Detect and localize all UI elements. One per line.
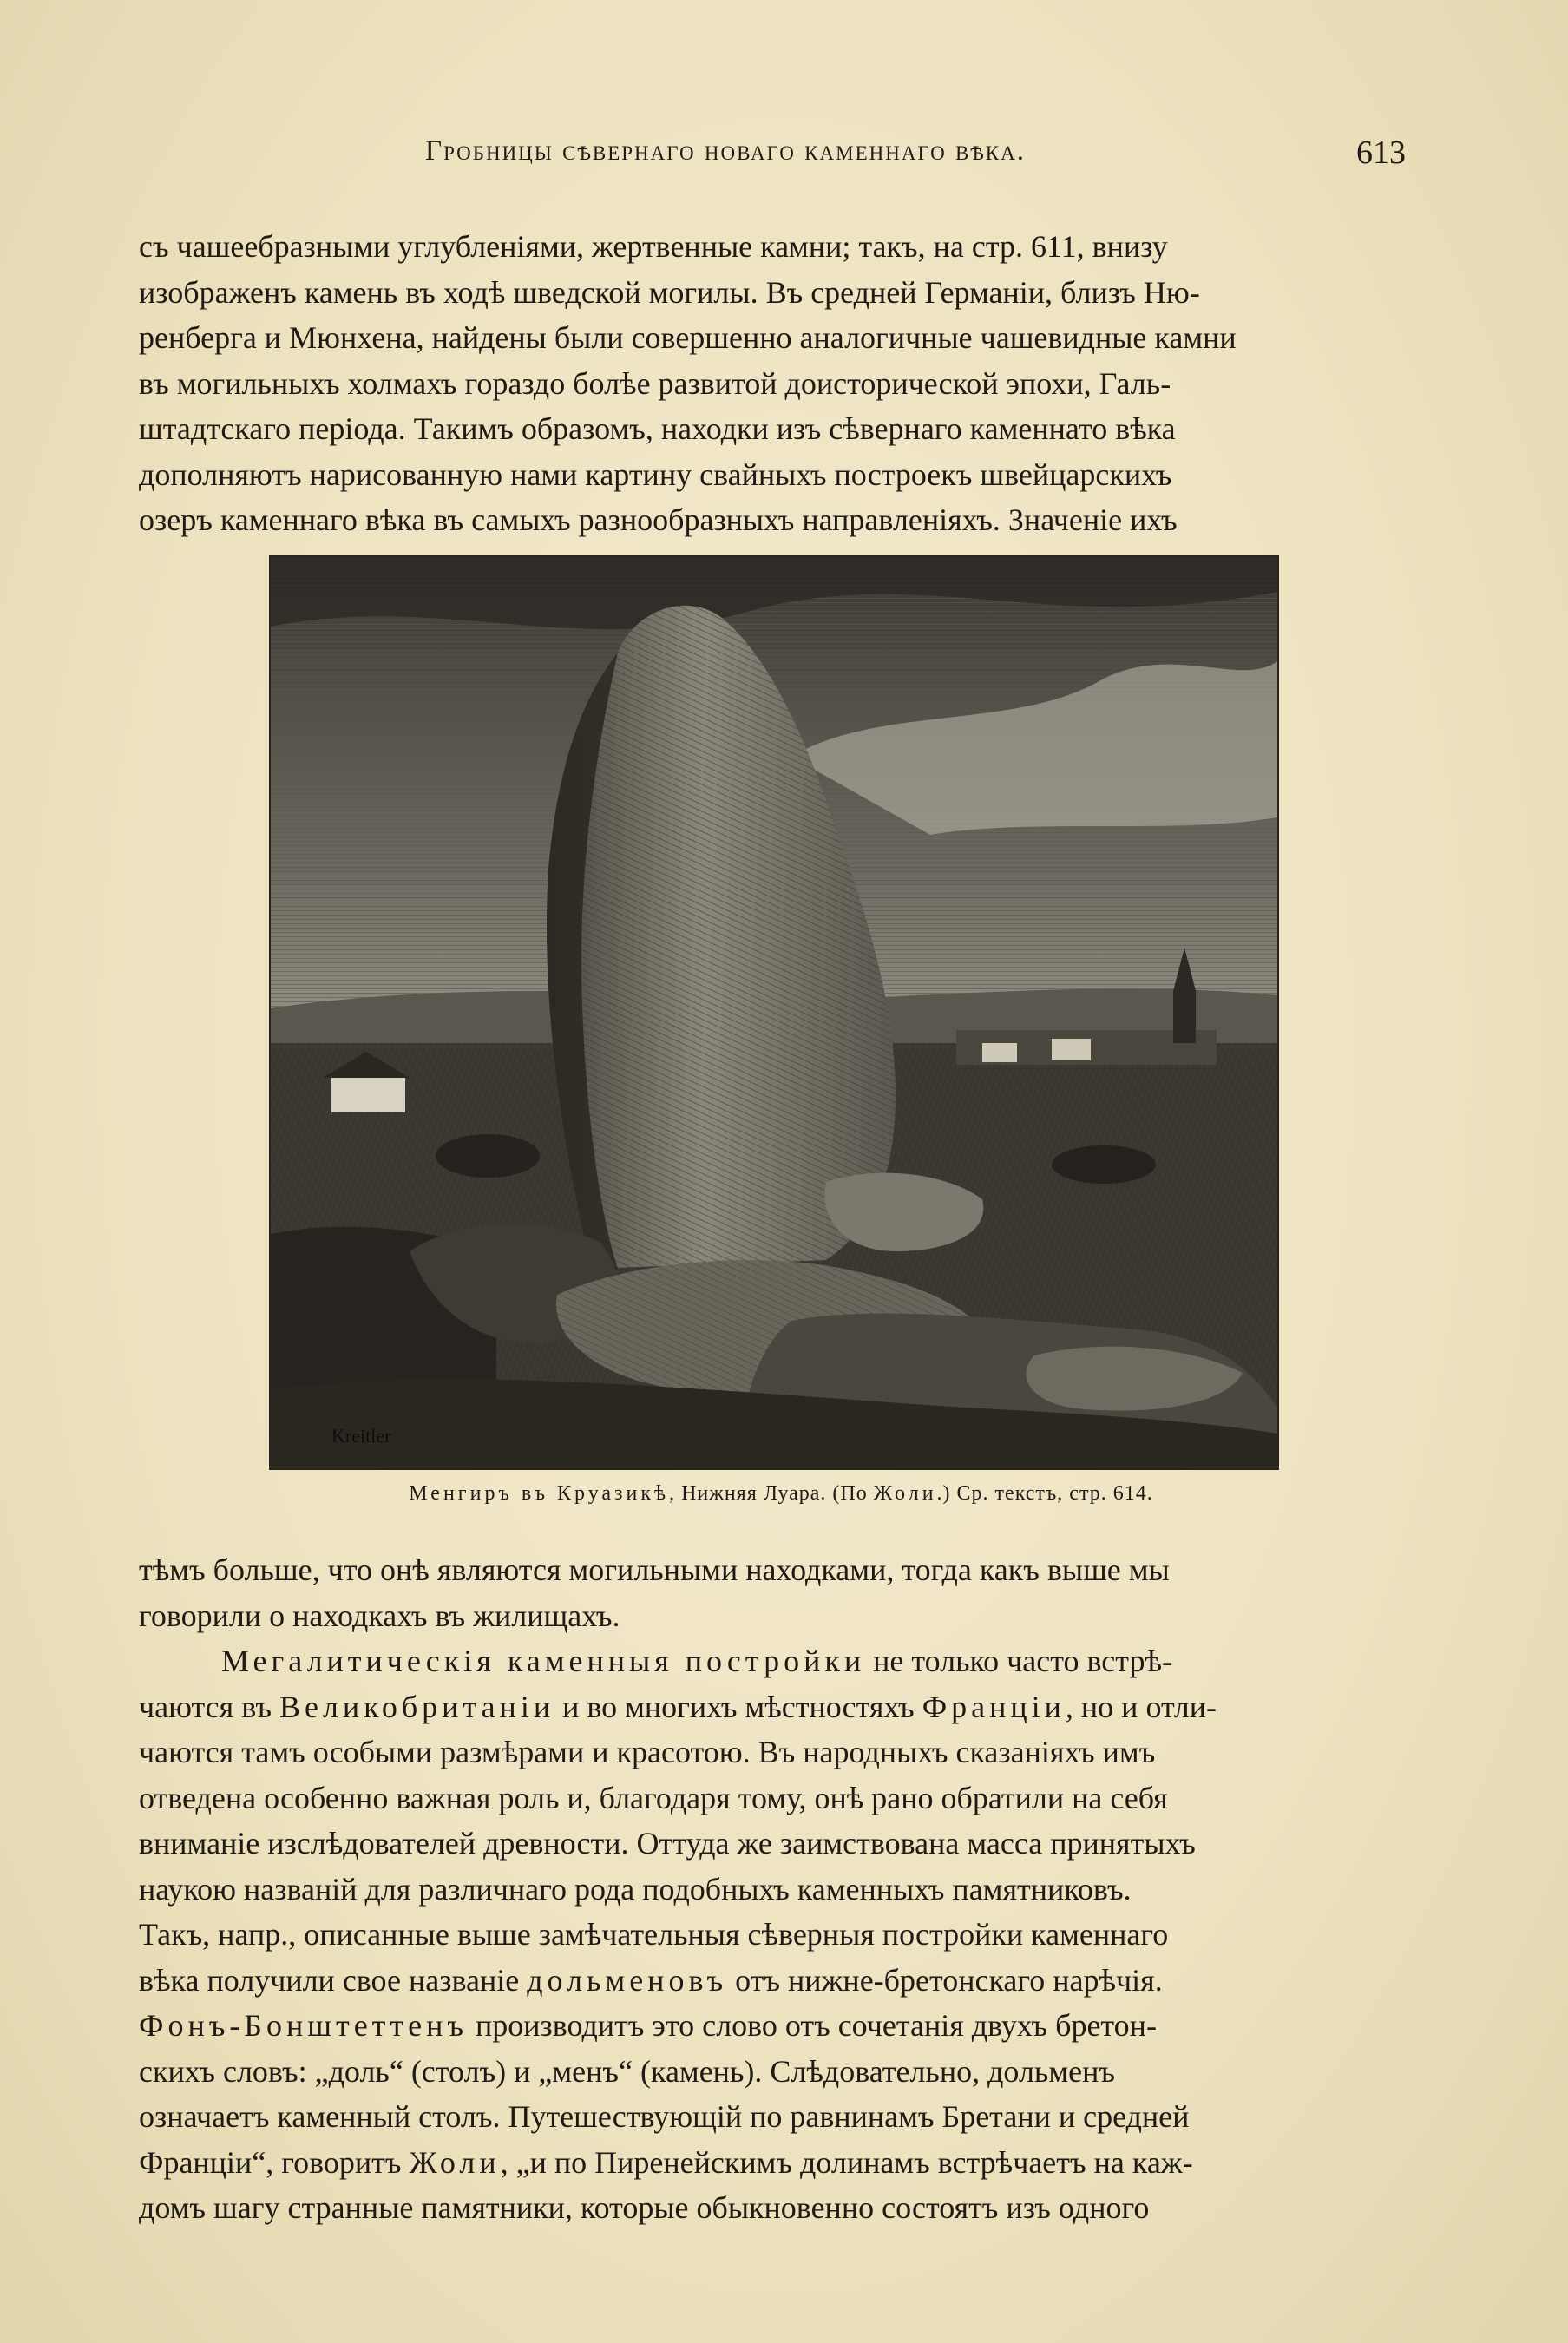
text-fragment: не только часто встрѣ-: [865, 1644, 1172, 1678]
spaced-term: Фонъ-Бонштеттенъ: [139, 2008, 469, 2043]
text-fragment: , но и отли-: [1065, 1689, 1217, 1724]
text-line: наукою названій для различнаго рода подобныхъ каменныхъ памятниковъ.: [139, 1871, 1132, 1907]
text-line: отведена особенно важная роль и, благодаря тому, онѣ рано обратили на себя: [139, 1780, 1168, 1815]
menhir-engraving: [269, 555, 1279, 1470]
text-line: говорили о находкахъ въ жилищахъ.: [139, 1598, 620, 1633]
caption-place: , Нижняя Луара. (По: [669, 1482, 874, 1505]
top-paragraph: [139, 224, 1406, 543]
text-line: съ чашеебразными углубленіями, жертвенные камни; такъ, на стр. 611, внизу: [139, 229, 1168, 264]
page-number: 613: [1356, 135, 1406, 171]
text-line: Такъ, напр., описанные выше замѣчательныя сѣверныя постройки каменнаго: [139, 1917, 1169, 1952]
caption-title: Менгиръ въ Круазикѣ: [409, 1482, 670, 1505]
text-line: домъ шагу странные памятники, которые обыкновенно состоятъ изъ одного: [139, 2190, 1150, 2225]
text-line: штадтскаго періода. Такимъ образомъ, находки изъ сѣвернаго каменнато вѣка: [139, 411, 1176, 446]
caption-ref: .) Ср. текстъ, стр. 614.: [936, 1482, 1153, 1505]
spaced-term: Жоли: [409, 2144, 501, 2180]
text-line: [139, 1684, 1406, 1730]
menhir-illustration: [271, 557, 1277, 1468]
text-line: изображенъ камень въ ходѣ шведской могилы. Въ средней Германіи, близъ Ню-: [139, 274, 1200, 310]
running-head: Гробницы сѣвернаго новаго каменнаго вѣка.: [425, 135, 1027, 167]
caption-author: Жоли: [873, 1482, 937, 1505]
text-line: ренберга и Мюнхена, найдены были совершенно аналогичные чашевидные камни: [139, 320, 1237, 355]
text-line: [139, 1958, 1406, 2004]
bottom-text: [139, 1547, 1406, 2231]
text-line: тѣмъ больше, что онѣ являются могильными находками, тогда какъ выше мы: [139, 1552, 1170, 1587]
spaced-term: Мегалитическія каменныя постройки: [221, 1644, 866, 1678]
engraver-signature: Kreitler: [331, 1425, 391, 1447]
text-line: [139, 1638, 1406, 1684]
figure-caption: [174, 1482, 1388, 1506]
text-fragment: отъ нижне-бретонскаго нарѣчія.: [727, 1962, 1163, 1998]
text-line: скихъ словъ: „доль“ (столъ) и „менъ“ (камень). Слѣдовательно, дольменъ: [139, 2053, 1115, 2089]
text-fragment: вѣка получили свое названіе: [139, 1962, 528, 1998]
page-header: [139, 130, 1406, 182]
text-fragment: и во многихъ мѣстностяхъ: [554, 1689, 922, 1724]
spaced-term: Великобританіи: [279, 1689, 555, 1724]
text-line: вниманіе изслѣдователей древности. Оттуда же заимствована масса принятыхъ: [139, 1826, 1196, 1861]
text-line: [139, 2003, 1406, 2049]
text-line: [139, 2140, 1406, 2186]
text-line: дополняютъ нарисованную нами картину свайныхъ построекъ швейцарскихъ: [139, 456, 1172, 492]
text-fragment: , „и по Пиренейскимъ долинамъ встрѣчаетъ на каж-: [500, 2144, 1193, 2180]
text-fragment: Франціи“, говоритъ: [139, 2144, 410, 2180]
spaced-term: дольменовъ: [527, 1962, 728, 1998]
text-line: озеръ каменнаго вѣка въ самыхъ разнообразныхъ направленіяхъ. Значеніе ихъ: [139, 502, 1178, 537]
text-fragment: производитъ это слово отъ сочетанія двухъ бретон-: [468, 2008, 1157, 2043]
text-line: чаются тамъ особыми размѣрами и красотою. Въ народныхъ сказаніяхъ имъ: [139, 1735, 1156, 1769]
spaced-term: Франціи: [922, 1689, 1066, 1724]
text-fragment: чаются въ: [139, 1689, 279, 1724]
text-line: означаетъ каменный столъ. Путешествующій по равнинамъ Бретани и средней: [139, 2099, 1190, 2134]
text-line: въ могильныхъ холмахъ гораздо болѣе развитой доисторической эпохи, Галь-: [139, 365, 1171, 401]
